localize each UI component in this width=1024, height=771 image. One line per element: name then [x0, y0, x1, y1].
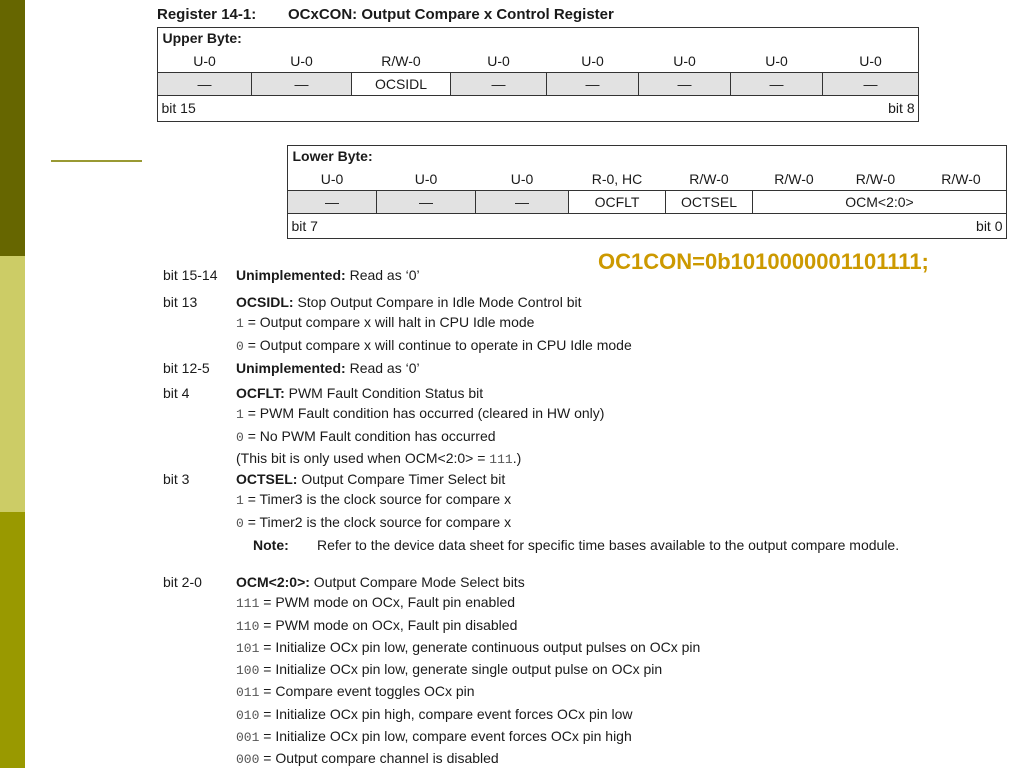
value-line — [236, 489, 511, 511]
bit-range: bit 2-0 — [163, 574, 202, 590]
access-label: U-0 — [290, 52, 313, 69]
value-line — [236, 592, 700, 614]
value-text: = PWM Fault condition has occurred (cleared in HW only) — [243, 405, 605, 422]
bit-left-label: bit 15 — [161, 99, 196, 116]
bit-name-ocm: OCM<2:0> — [753, 191, 1007, 214]
access-label: R/W-0 — [941, 170, 981, 187]
value-code: 0 — [236, 338, 244, 354]
access-label: U-0 — [510, 170, 534, 187]
access-label: R/W-0 — [689, 170, 729, 187]
value-code: 1 — [236, 407, 244, 423]
value-line — [236, 748, 700, 770]
value-line — [236, 312, 632, 334]
sidebar-band-dark — [0, 0, 25, 256]
usage-note-end: .) — [512, 449, 522, 466]
value-code: 101 — [236, 640, 260, 656]
value-line — [236, 659, 700, 681]
value-line — [236, 637, 700, 659]
field-name: OCTSEL: — [236, 471, 298, 487]
field-summary: PWM Fault Condition Status bit — [284, 385, 484, 401]
value-text: = Output compare channel is disabled — [259, 750, 499, 767]
bit-name-cell: — — [288, 191, 377, 214]
field-summary: Read as ‘0’ — [345, 360, 420, 376]
bit-name-ocflt: OCFLT — [569, 191, 666, 214]
register-value-code: OC1CON=0b1010000001101111; — [598, 249, 929, 274]
value-code: 000 — [236, 752, 260, 768]
bit-name-cell: — — [731, 73, 823, 96]
value-text: = PWM mode on OCx, Fault pin disabled — [259, 616, 518, 633]
bit-name-cell: — — [547, 73, 639, 96]
value-line — [236, 615, 700, 637]
value-code: 001 — [236, 730, 260, 746]
access-label: U-0 — [193, 52, 216, 69]
access-label: R/W-0 — [381, 52, 421, 69]
field-summary: Read as ‘0’ — [345, 267, 420, 283]
value-line — [236, 726, 700, 748]
bit-name-cell: — — [252, 73, 352, 96]
value-line — [236, 335, 632, 357]
field-name: Unimplemented: — [236, 360, 346, 376]
value-text: = No PWM Fault condition has occurred — [243, 427, 496, 444]
value-text: = Initialize OCx pin low, generate continuous output pulses on OCx pin — [259, 638, 701, 655]
value-text: = Timer3 is the clock source for compare x — [243, 491, 512, 508]
bit-name-cell: — — [451, 73, 547, 96]
register-title — [157, 6, 614, 23]
value-line — [236, 426, 604, 448]
bit-name-cell: — — [476, 191, 569, 214]
value-code: 0 — [236, 515, 244, 531]
bit-name-octsel: OCTSEL — [666, 191, 753, 214]
bit-range: bit 3 — [163, 471, 190, 487]
value-code: 1 — [236, 316, 244, 332]
value-code: 110 — [236, 618, 260, 634]
value-text: = Initialize OCx pin low, generate single output pulse on OCx pin — [259, 661, 663, 678]
field-summary: Output Compare Timer Select bit — [297, 471, 506, 487]
field-summary: Output Compare Mode Select bits — [309, 574, 525, 590]
bit-left-label: bit 7 — [291, 217, 318, 234]
value-text: = Initialize OCx pin low, compare event forces OCx pin high — [259, 728, 632, 745]
value-code: 100 — [236, 663, 260, 679]
access-label: R/W-0 — [774, 170, 814, 187]
access-label: U-0 — [581, 52, 604, 69]
access-label: U-0 — [765, 52, 788, 69]
bit-range: bit 12-5 — [163, 360, 210, 376]
value-line — [236, 681, 700, 703]
value-code: 111 — [236, 596, 260, 612]
value-code: 1 — [236, 493, 244, 509]
field-name: OCM<2:0>: — [236, 574, 310, 590]
access-label: U-0 — [414, 170, 438, 187]
upper-byte-table — [157, 27, 919, 119]
value-line — [236, 512, 511, 534]
usage-note — [236, 448, 604, 470]
access-label: U-0 — [320, 170, 344, 187]
sidebar-band-mid — [0, 512, 25, 768]
bit-right-label: bit 0 — [976, 217, 1003, 234]
access-label: R/W-0 — [855, 170, 896, 187]
access-label: R-0, HC — [591, 170, 643, 187]
access-label: U-0 — [859, 52, 882, 69]
note-text: Refer to the device data sheet for specific time bases available to the output compare module. — [317, 537, 900, 553]
usage-note-text: (This bit is only used when OCM<2:0> = — [236, 449, 490, 466]
bit-range: bit 15-14 — [163, 267, 218, 283]
value-code: 0 — [236, 429, 244, 445]
field-name: OCFLT: — [236, 385, 285, 401]
register-name: OCxCON: Output Compare x Control Register — [288, 6, 614, 23]
field-name: OCSIDL: — [236, 294, 294, 310]
bit-range: bit 13 — [163, 294, 198, 310]
value-line — [236, 403, 604, 425]
value-code: 010 — [236, 707, 260, 723]
value-text: = Output compare x will halt in CPU Idle mode — [243, 314, 535, 331]
register-number: Register 14-1: — [157, 6, 257, 23]
bit-right-label: bit 8 — [888, 99, 915, 116]
upper-byte-header: Upper Byte: — [162, 30, 242, 46]
note — [253, 537, 899, 553]
value-text: = Output compare x will continue to operate in CPU Idle mode — [243, 336, 632, 353]
accent-divider — [51, 160, 142, 162]
access-label: U-0 — [673, 52, 696, 69]
value-text: = Initialize OCx pin high, compare event forces OCx pin low — [259, 705, 633, 722]
value-text: = PWM mode on OCx, Fault pin enabled — [259, 594, 516, 611]
value-code: 011 — [236, 685, 260, 701]
bit-name-cell: — — [377, 191, 476, 214]
bit-name-cell: — — [158, 73, 252, 96]
bit-name-ocsidl: OCSIDL — [352, 73, 451, 96]
note-label: Note: — [253, 537, 289, 553]
value-line — [236, 704, 700, 726]
bit-range: bit 4 — [163, 385, 190, 401]
bit-name-cell: — — [823, 73, 919, 96]
value-text: = Timer2 is the clock source for compare x — [243, 513, 512, 530]
value-text: = Compare event toggles OCx pin — [259, 683, 475, 700]
access-label: U-0 — [487, 52, 510, 69]
field-summary: Stop Output Compare in Idle Mode Control bit — [293, 294, 582, 310]
usage-note-code: 111 — [489, 451, 513, 467]
field-name: Unimplemented: — [236, 267, 346, 283]
lower-byte-table — [287, 145, 1007, 237]
sidebar-band-light — [0, 256, 25, 512]
lower-byte-header: Lower Byte: — [292, 148, 373, 164]
bit-name-cell: — — [639, 73, 731, 96]
